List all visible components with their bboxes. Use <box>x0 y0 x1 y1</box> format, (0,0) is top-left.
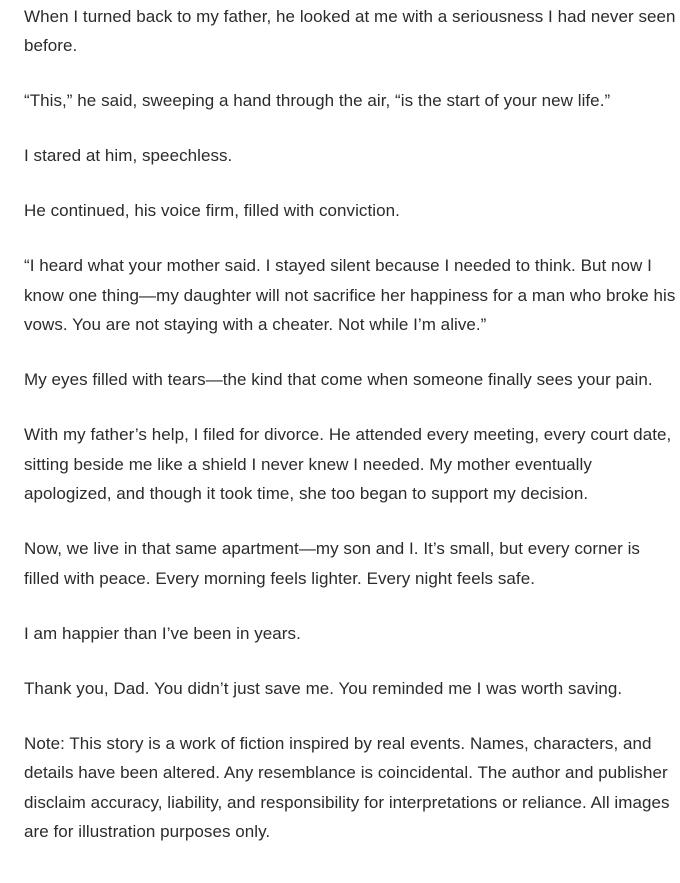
paragraph-happier: I am happier than I’ve been in years. <box>24 623 301 643</box>
paragraph-tears: My eyes filled with tears—the kind that come when someone finally sees your pain. <box>24 370 653 389</box>
paragraph-new-apartment: Now, we live in that same apartment—my son and I. It’s small, but every corner is filled with peace. Every morning feels lighter. Every night feels safe. <box>24 539 640 588</box>
paragraph-father-seriousness: When I turned back to my father, he looked at me with a seriousness I had never seen before. <box>24 6 676 55</box>
paragraph-thank-you-dad: Thank you, Dad. You didn’t just save me. You reminded me I was worth saving. <box>24 678 623 698</box>
paragraph-divorce: With my father’s help, I filed for divorce. He attended every meeting, every court date, sitting beside me like a shield I never knew I needed. My mother eventually apologized, and though it took time, she too began to support my decision. <box>24 425 672 503</box>
paragraph-father-speech: “I heard what your mother said. I stayed silent because I needed to think. But now I know one thing—my daughter will not sacrifice her happiness for a man who broke his vows. You are not staying with a cheater. Not while I’m alive.” <box>24 256 676 334</box>
article-body <box>24 0 676 847</box>
paragraph-disclaimer-note: Note: This story is a work of fiction inspired by real events. Names, characters, and details have been altered. Any resemblance is coincidental. The author and publisher disclaim accuracy, liability, and responsibility for interpretations or reliance. All images are for illustration purposes only. <box>24 733 670 841</box>
paragraph-new-life-quote: “This,” he said, sweeping a hand through the air, “is the start of your new life.” <box>24 91 611 110</box>
paragraph-speechless: I stared at him, speechless. <box>24 146 233 165</box>
paragraph-father-continued: He continued, his voice firm, filled with conviction. <box>24 201 400 220</box>
